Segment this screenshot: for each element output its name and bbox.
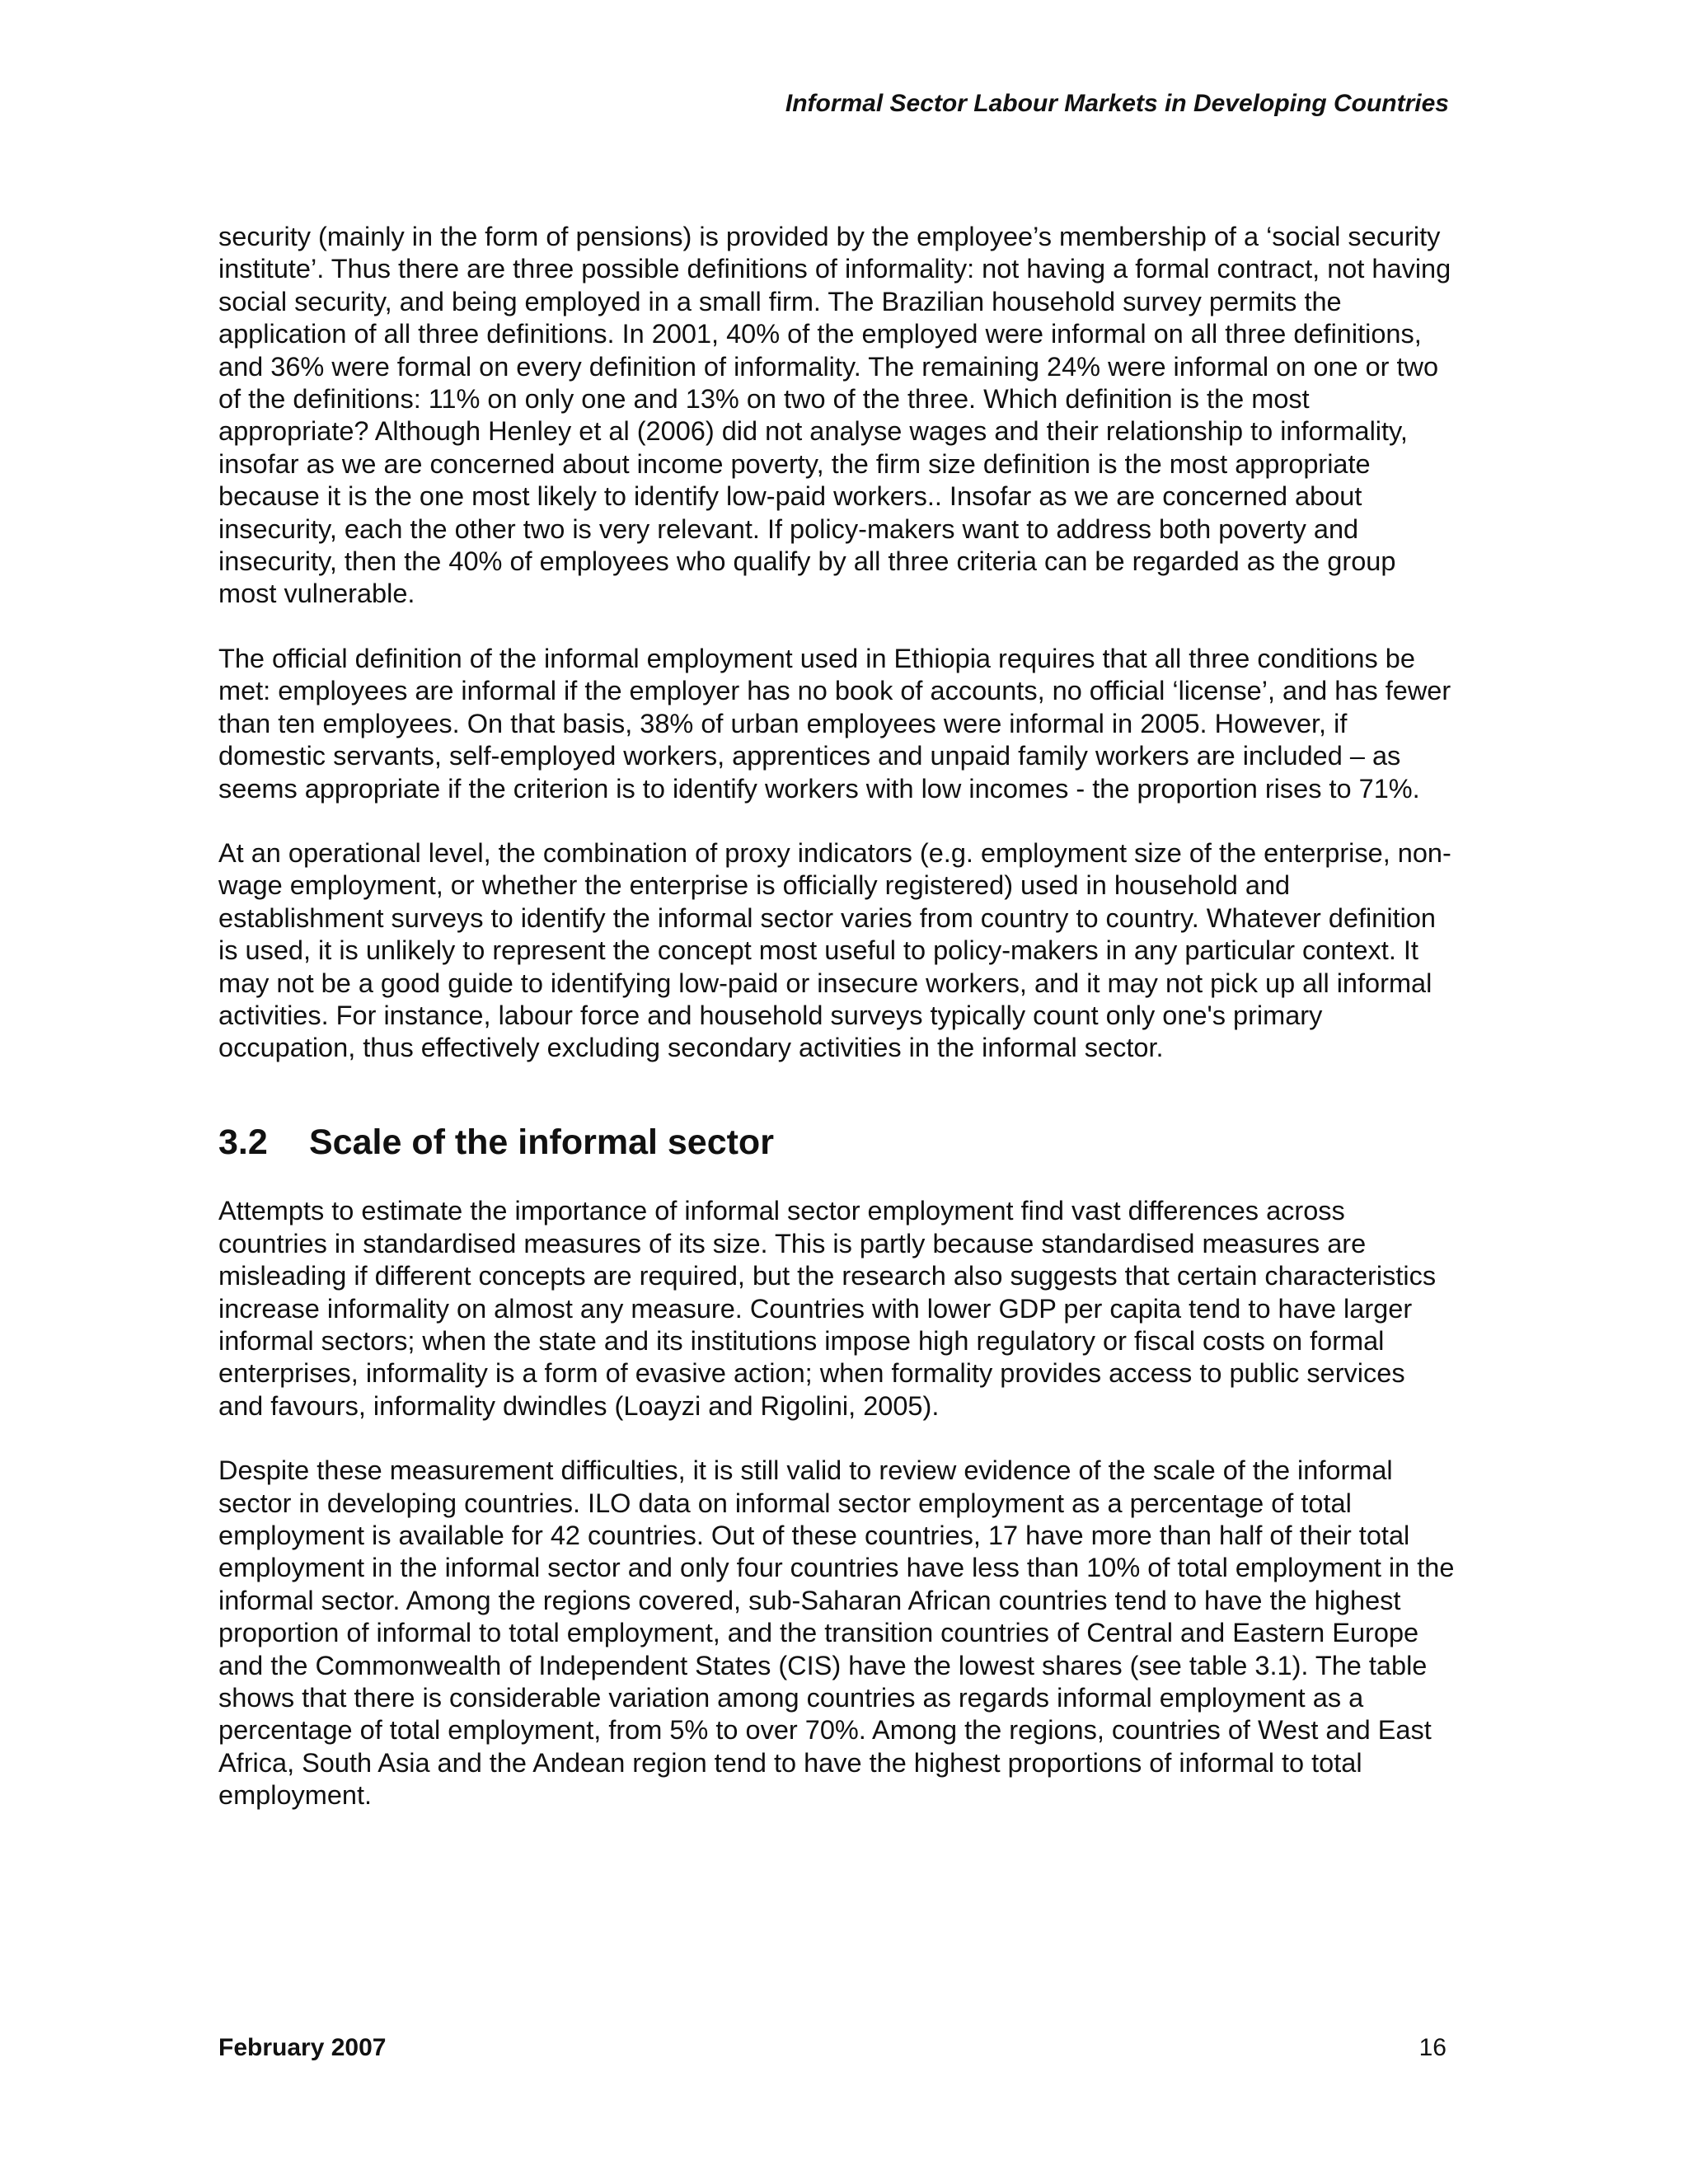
section-heading xyxy=(218,1122,1455,1165)
page-number: 16 xyxy=(1418,2034,1447,2061)
paragraph-brazil-definitions: security (mainly in the form of pensions) is provided by the employee’s membership of a ‘social security institute’. Thus there are three possible definitions of informality: not having a formal contract, not having social security, and being employed in a small firm. The Brazilian household survey permits the application of all three definitions. In 2001, 40% of the employed were informal on all three definitions, and 36% were formal on every definition of informality. The remaining 24% were informal on one or two of the definitions: 11% on only one and 13% on two of the three. Which definition is the most appropriate? Although Henley et al (2006) did not analyse wages and their relationship to informality, insofar as we are concerned about income poverty, the firm size definition is the most appropriate because it is the one most likely to identify low-paid workers.. Insofar as we are concerned about insecurity, each the other two is very relevant. If policy-makers want to address both poverty and insecurity, then the 40% of employees who qualify by all three criteria can be regarded as the group most vulnerable. xyxy=(218,222,1451,609)
paragraph-ethiopia-definition: The official definition of the informal employment used in Ethiopia requires that all three conditions be met: employees are informal if the employer has no book of accounts, no official ‘license’, and has fewer than ten employees. On that basis, 38% of urban employees were informal in 2005. However, if domestic servants, self-employed workers, apprentices and unpaid family workers are included – as seems appropriate if the criterion is to identify workers with low incomes - the proportion rises to 71%. xyxy=(218,643,1451,804)
page-footer xyxy=(218,2034,1447,2062)
section-title: Scale of the informal sector xyxy=(309,1122,774,1162)
footer-date: February 2007 xyxy=(218,2034,387,2061)
paragraph-operational-level: At an operational level, the combination of proxy indicators (e.g. employment size of the enterprise, non-wage employment, or whether the enterprise is officially registered) used in household and establishment surveys to identify the informal sector varies from country to country. Whatever definition is used, it is unlikely to represent the concept most useful to policy-makers in any particular context. It may not be a good guide to identifying low-paid or insecure workers, and it may not pick up all informal activities. For instance, labour force and household surveys typically count only one's primary occupation, thus effectively excluding secondary activities in the informal sector. xyxy=(218,837,1451,1063)
section-number: 3.2 xyxy=(218,1122,268,1162)
document-body xyxy=(218,221,1455,1844)
paragraph-estimate-importance: Attempts to estimate the importance of informal sector employment find vast differences across countries in standardised measures of its size. This is partly because standardised measures are misleading if different concepts are required, but the research also suggests that certain characteristics increase informality on almost any measure. Countries with lower GDP per capita tend to have larger informal sectors; when the state and its institutions impose high regulatory or fiscal costs on formal enterprises, informality is a form of evasive action; when formality provides access to public services and favours, informality dwindles (Loayzi and Rigolini, 2005). xyxy=(218,1196,1437,1421)
paragraph-measurement-difficulties: Despite these measurement difficulties, it is still valid to review evidence of the scale of the informal sector in developing countries. ILO data on informal sector employment as a percentage of total employment is available for 42 countries. Out of these countries, 17 have more than half of their total employment in the informal sector and only four countries have less than 10% of total employment in the informal sector. Among the regions covered, sub-Saharan African countries tend to have the highest proportion of informal to total employment, and the transition countries of Central and Eastern Europe and the Commonwealth of Independent States (CIS) have the lowest shares (see table 3.1). The table shows that there is considerable variation among countries as regards informal employment as a percentage of total employment, from 5% to over 70%. Among the regions, countries of West and East Africa, South Asia and the Andean region tend to have the highest proportions of informal to total employment. xyxy=(218,1455,1455,1811)
running-header: Informal Sector Labour Markets in Developing Countries xyxy=(785,90,1449,117)
